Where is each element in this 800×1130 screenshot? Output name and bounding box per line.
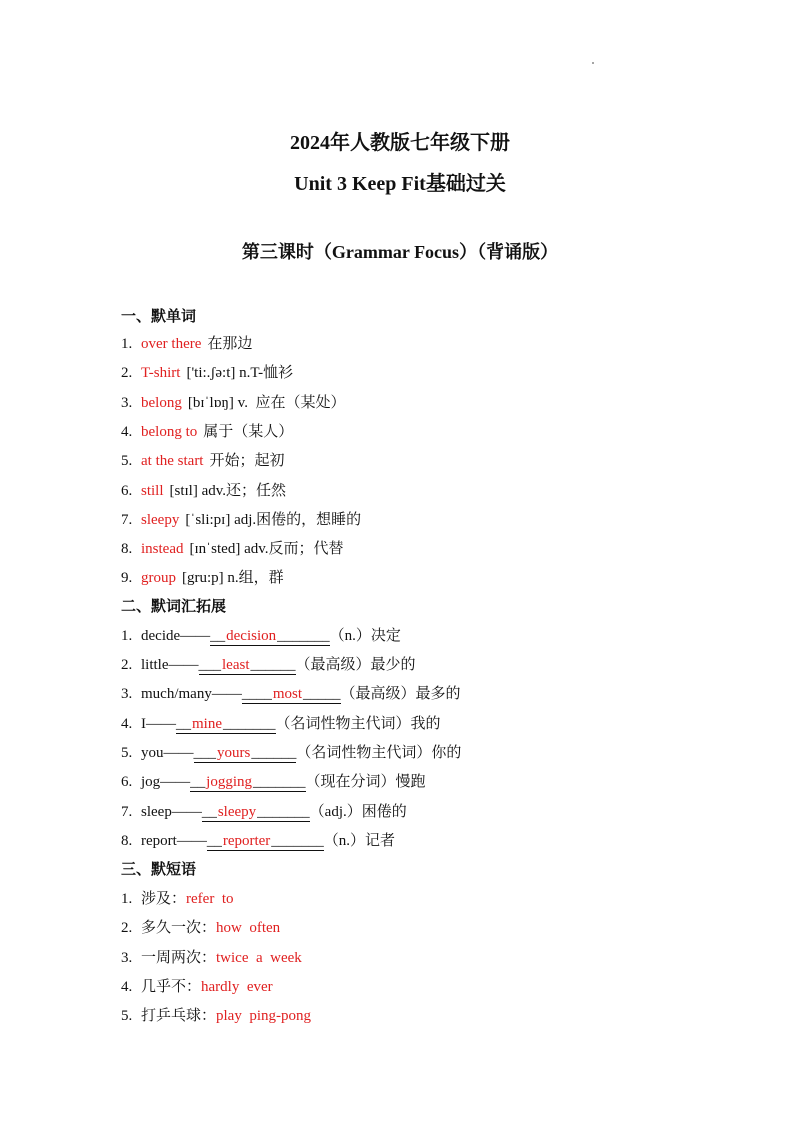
phrase-item: 1. 涉及：refer to — [121, 891, 234, 907]
word-definition: 开始；起初 — [209, 453, 285, 469]
word-term: belong — [141, 395, 182, 411]
expansion-item: 4. I——__mine_______（名词性物主代词）我的 — [121, 716, 441, 732]
word-item: 8. instead [ɪnˈsted] adv.反而；代替 — [121, 541, 344, 557]
word-item: 2. T-shirt ['ti:.ʃə:t] n.T-恤衫 — [121, 365, 294, 381]
word-item: 4. belong to 属于（某人） — [121, 424, 294, 440]
word-term: belong to — [141, 424, 198, 440]
answer-word: decision — [226, 628, 277, 644]
word-term: at the start — [141, 453, 204, 469]
word-note: （名词性物主代词）你的 — [296, 745, 462, 761]
word-note: （adj.）困倦的 — [309, 804, 407, 820]
base-word: jog—— — [141, 774, 191, 790]
answer-blank: __decision_______ — [210, 628, 330, 644]
base-word: little—— — [141, 657, 199, 673]
title-lesson: 第三课时（Grammar Focus）（背诵版） — [241, 242, 559, 262]
answer-blank: __sleepy_______ — [201, 804, 310, 820]
section-heading-phrases: 三、默短语 — [121, 862, 197, 878]
phrase-prompt: 几乎不： — [141, 979, 202, 995]
phrase-answer: twice a week — [216, 950, 302, 966]
base-word: you—— — [141, 745, 194, 761]
expansion-item: 8. report——__reporter_______（n.）记者 — [121, 833, 396, 849]
word-note: （n.）决定 — [329, 628, 401, 644]
answer-blank: ____most_____ — [241, 686, 341, 702]
base-word: decide—— — [141, 628, 211, 644]
phrase-prompt: 多久一次： — [141, 920, 217, 936]
answer-word: mine — [192, 716, 222, 732]
base-word: I—— — [141, 716, 176, 732]
answer-word: most — [272, 686, 303, 702]
word-item: 6. still [stɪl] adv.还；任然 — [121, 483, 287, 499]
answer-blank: __jogging_______ — [190, 774, 306, 790]
phrase-prompt: 涉及： — [141, 891, 187, 907]
expansion-item: 6. jog——__jogging_______（现在分词）慢跑 — [121, 774, 426, 790]
word-term: sleepy — [141, 512, 180, 528]
word-definition: 在那边 — [207, 336, 253, 352]
phrase-prompt: 一周两次： — [141, 950, 217, 966]
title-grade: 2024年人教版七年级下册 — [290, 132, 510, 154]
section-heading-expansion: 二、默词汇拓展 — [121, 599, 227, 615]
answer-word: least — [222, 657, 250, 673]
word-note: （最高级）最少的 — [295, 657, 416, 673]
word-item: 1. over there 在那边 — [121, 336, 253, 352]
word-definition: [gru:p] n.组，群 — [182, 570, 284, 586]
answer-word: yours — [217, 745, 251, 761]
base-word: much/many—— — [141, 686, 242, 702]
word-definition: [ɪnˈsted] adv.反而；代替 — [189, 541, 344, 557]
base-word: sleep—— — [141, 804, 202, 820]
phrase-item: 2. 多久一次：how often — [121, 920, 281, 936]
word-term: instead — [141, 541, 184, 557]
answer-blank: ___yours______ — [193, 745, 297, 761]
word-note: （n.）记者 — [323, 833, 396, 849]
phrase-answer: hardly ever — [201, 979, 273, 995]
expansion-item: 5. you——___yours______（名词性物主代词）你的 — [121, 745, 462, 761]
word-term: over there — [141, 336, 202, 352]
answer-word: sleepy — [217, 804, 257, 820]
word-item: 5. at the start 开始；起初 — [121, 453, 285, 469]
phrase-prompt: 打乒乓球： — [141, 1008, 217, 1024]
phrase-item: 5. 打乒乓球：play ping-pong — [121, 1008, 312, 1024]
word-definition: [ˈsli:pɪ] adj.困倦的，想睡的 — [185, 512, 362, 528]
expansion-item: 2. little——___least______（最高级）最少的 — [121, 657, 416, 673]
word-item: 3. belong [bɪˈlɒŋ] v. 应在（某处） — [121, 395, 346, 411]
word-note: （名词性物主代词）我的 — [275, 716, 441, 732]
answer-blank: __reporter_______ — [206, 833, 324, 849]
word-definition: [bɪˈlɒŋ] v. 应在（某处） — [187, 395, 346, 411]
word-item: 9. group [gru:p] n.组，群 — [121, 570, 284, 586]
expansion-item: 7. sleep——__sleepy_______（adj.）困倦的 — [121, 804, 407, 820]
answer-word: jogging — [206, 774, 253, 790]
expansion-item: 1. decide——__decision_______（n.）决定 — [121, 628, 401, 644]
word-definition: ['ti:.ʃə:t] n.T-恤衫 — [186, 365, 294, 381]
answer-word: reporter — [222, 833, 271, 849]
answer-blank: __mine_______ — [176, 716, 276, 732]
word-item: 7. sleepy [ˈsli:pɪ] adj.困倦的，想睡的 — [121, 512, 362, 528]
word-definition: [stɪl] adv.还；任然 — [169, 483, 287, 499]
phrase-answer: how often — [216, 920, 281, 936]
word-note: （现在分词）慢跑 — [305, 774, 426, 790]
word-definition: 属于（某人） — [203, 424, 294, 440]
answer-blank: ___least______ — [198, 657, 296, 673]
base-word: report—— — [141, 833, 207, 849]
expansion-item: 3. much/many——____most_____（最高级）最多的 — [121, 686, 461, 702]
word-term: T-shirt — [141, 365, 181, 381]
phrase-item: 4. 几乎不：hardly ever — [121, 979, 273, 995]
section-heading-words: 一、默单词 — [121, 309, 197, 325]
phrase-answer: play ping-pong — [216, 1008, 312, 1024]
word-term: still — [141, 483, 164, 499]
phrase-item: 3. 一周两次：twice a week — [121, 950, 302, 966]
phrase-answer: refer to — [186, 891, 234, 907]
word-term: group — [141, 570, 176, 586]
title-unit: Unit 3 Keep Fit基础过关 — [294, 173, 506, 195]
word-note: （最高级）最多的 — [340, 686, 461, 702]
corner-dot — [592, 62, 594, 64]
